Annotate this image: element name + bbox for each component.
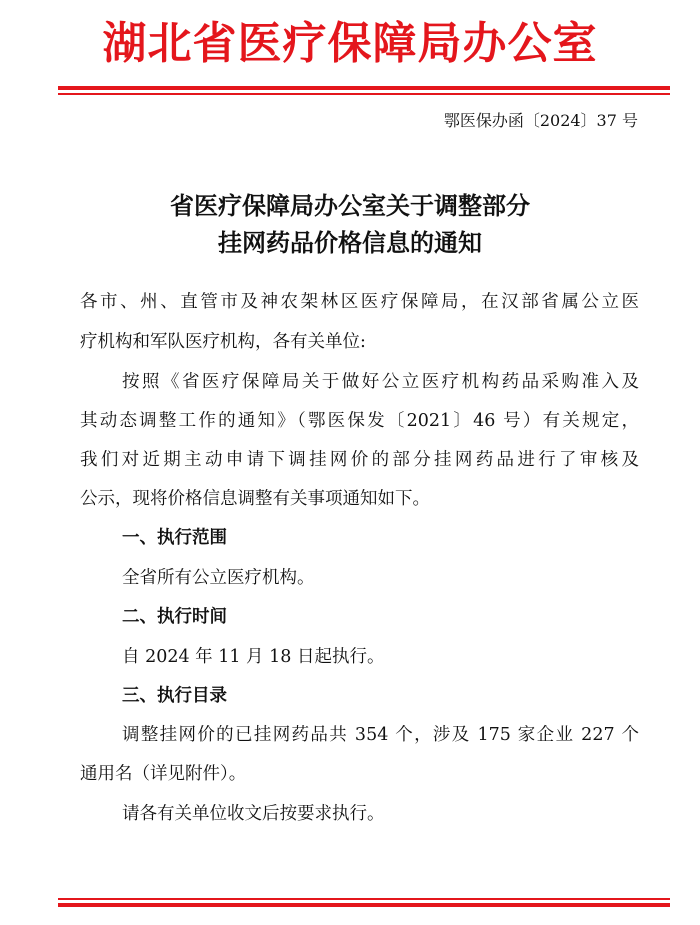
body-line: 我们对近期主动申请下调挂网价的部分挂网药品进行了审核及 bbox=[80, 450, 639, 470]
body-line: 全省所有公立医疗机构。 bbox=[122, 568, 315, 588]
header-red-rule-thin bbox=[58, 93, 670, 95]
body-line: 公示，现将价格信息调整有关事项通知如下。 bbox=[80, 489, 430, 509]
section-heading-scope: 一、执行范围 bbox=[122, 528, 227, 548]
body-line: 按照《省医疗保障局关于做好公立医疗机构药品采购准入及 bbox=[122, 372, 639, 392]
header-red-rule-thick bbox=[58, 86, 670, 90]
section-heading-time: 二、执行时间 bbox=[122, 607, 227, 627]
body-line: 各市、州、直管市及神农架林区医疗保障局，在汉部省属公立医 bbox=[80, 292, 639, 312]
footer-red-rule-thick bbox=[58, 903, 670, 907]
document-number: 鄂医保办函〔2024〕37 号 bbox=[443, 111, 638, 130]
body-line: 通用名（详见附件）。 bbox=[80, 764, 247, 784]
body-line: 请各有关单位收文后按要求执行。 bbox=[122, 804, 385, 824]
footer-red-rule-thin bbox=[58, 898, 670, 900]
issuer-header-title: 湖北省医疗保障局办公室 bbox=[102, 18, 598, 69]
body-line: 自 2024 年 11 月 18 日起执行。 bbox=[122, 647, 385, 667]
body-line: 调整挂网价的已挂网药品共 354 个，涉及 175 家企业 227 个 bbox=[122, 725, 639, 745]
document-title-line-2: 挂网药品价格信息的通知 bbox=[218, 228, 482, 257]
body-line: 其动态调整工作的通知》（鄂医保发〔2021〕46 号）有关规定， bbox=[80, 411, 639, 431]
document-title-line-1: 省医疗保障局办公室关于调整部分 bbox=[170, 191, 530, 220]
section-heading-catalog: 三、执行目录 bbox=[122, 686, 227, 706]
body-line: 疗机构和军队医疗机构，各有关单位: bbox=[80, 332, 366, 352]
